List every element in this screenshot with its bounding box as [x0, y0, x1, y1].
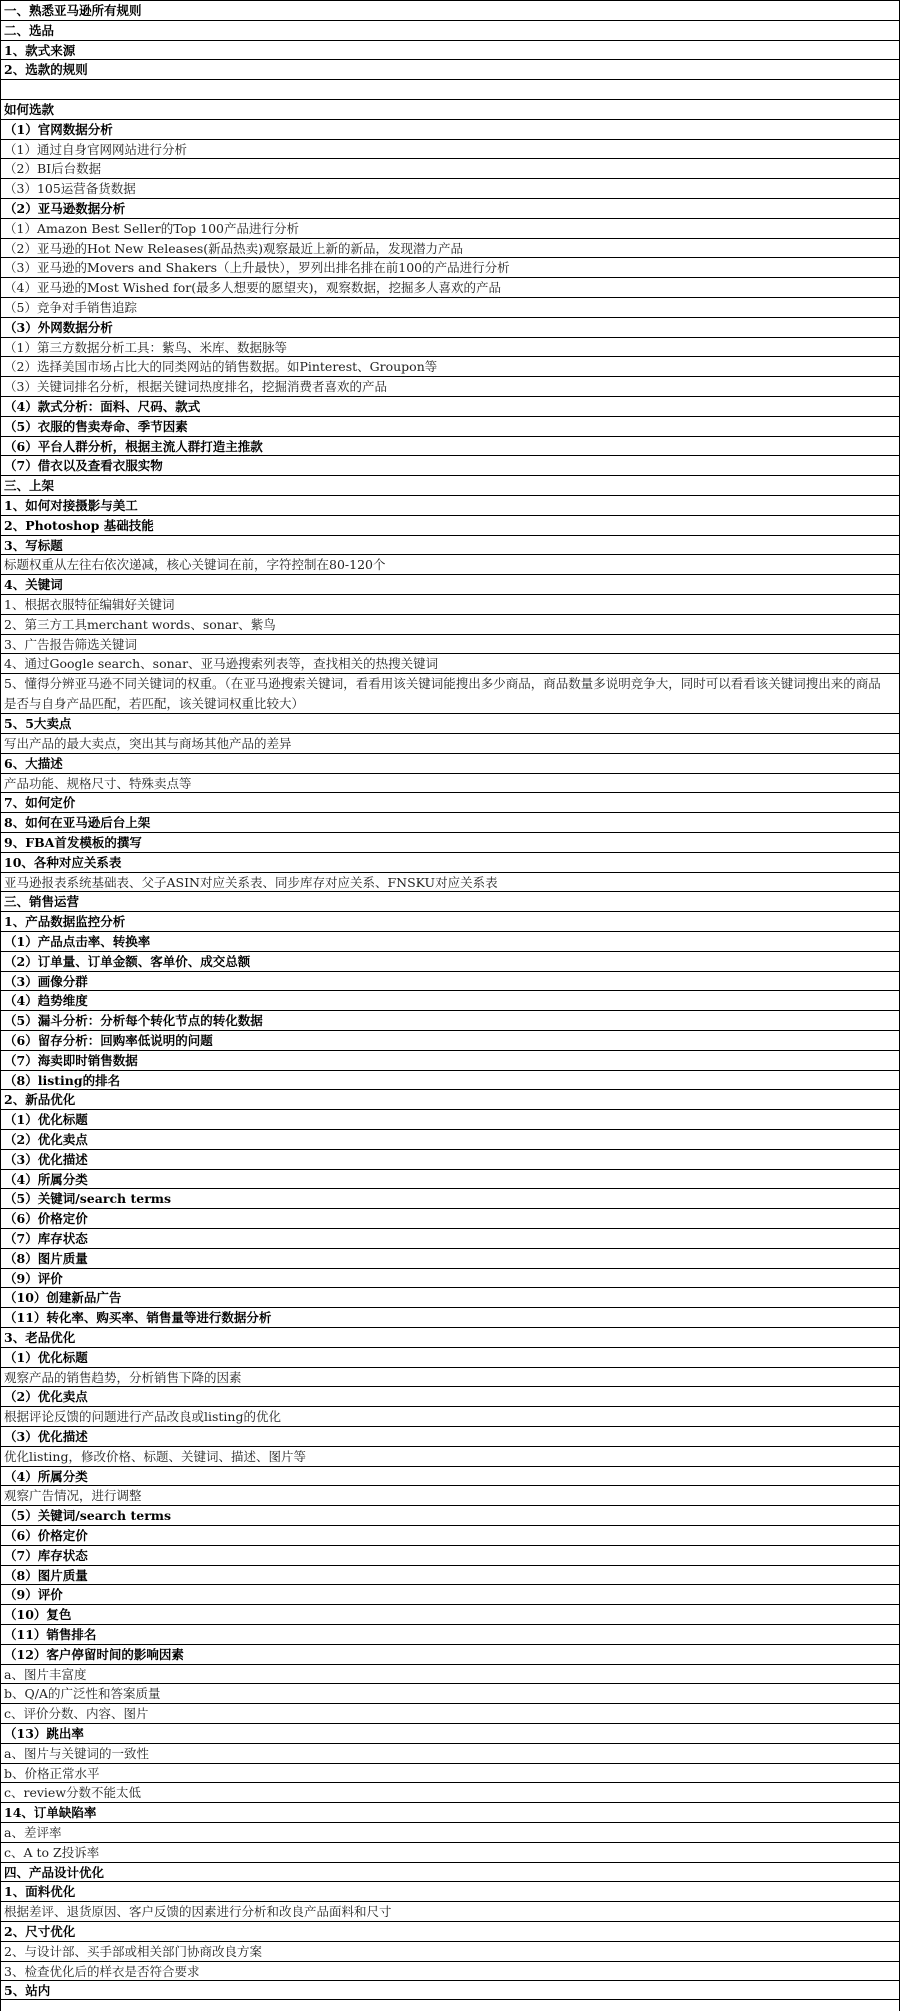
table-cell[interactable]: （3）优化描述: [4, 1151, 88, 1167]
table-row[interactable]: [1, 297, 899, 317]
table-row[interactable]: [1, 990, 899, 1010]
table-cell[interactable]: c、评价分数、内容、图片: [4, 1706, 149, 1722]
table-cell[interactable]: 9、FBA首发模板的撰写: [4, 835, 142, 850]
table-row[interactable]: [1, 852, 899, 872]
table-row[interactable]: [1, 158, 899, 178]
table-cell[interactable]: （6）平台人群分析，根据主流人群打造主推款: [4, 438, 263, 454]
table-row[interactable]: [1, 535, 899, 555]
table-row[interactable]: [1, 971, 899, 991]
table-cell[interactable]: 1、款式来源: [4, 42, 76, 58]
table-row[interactable]: [1, 1466, 899, 1486]
table-row[interactable]: [1, 872, 899, 892]
table-cell[interactable]: 1、如何对接摄影与美工: [4, 498, 138, 513]
table-cell[interactable]: 7、如何定价: [4, 795, 76, 811]
table-cell[interactable]: 2、与设计部、买手部或相关部门协商改良方案: [4, 1943, 262, 1959]
table-cell[interactable]: 写出产品的最大卖点，突出其与商场其他产品的差异: [4, 736, 292, 751]
table-cell[interactable]: （5）关键词/search terms: [4, 1508, 172, 1524]
table-cell[interactable]: 4、关键词: [4, 577, 63, 593]
table-row[interactable]: [1, 59, 899, 79]
table-row[interactable]: [1, 1703, 899, 1723]
table-cell[interactable]: 1、产品数据监控分析: [4, 914, 126, 930]
table-cell[interactable]: （8）listing的排名: [4, 1072, 121, 1088]
table-row[interactable]: [1, 277, 899, 297]
table-row[interactable]: [1, 238, 899, 258]
table-cell[interactable]: 观察产品的销售趋势，分析销售下降的因素: [4, 1369, 242, 1385]
table-cell[interactable]: 5、懂得分辨亚马逊不同关键词的权重。（在亚马逊搜索关键词，看看用该关键词能搜出多少商品，商品数量多说明竞争大，同时可以看看该关键词搜出来的商品是否与自身产品匹配，若匹配，该关键词权重比较大）: [4, 676, 881, 712]
table-row[interactable]: [1, 1268, 899, 1288]
table-row[interactable]: [1, 198, 899, 218]
table-row[interactable]: [1, 0, 899, 20]
table-row[interactable]: [1, 218, 899, 238]
table-cell[interactable]: （2）选择美国市场占比大的同类网站的销售数据。如Pinterest、Groupon等: [4, 359, 438, 375]
table-row[interactable]: [1, 1842, 899, 1862]
table-cell[interactable]: 产品功能、规格尺寸、特殊卖点等: [4, 775, 192, 791]
table-row[interactable]: [1, 1604, 899, 1624]
table-cell[interactable]: （2）优化卖点: [4, 1389, 88, 1405]
table-cell[interactable]: 2、Photoshop 基础技能: [4, 517, 154, 533]
table-cell[interactable]: 5、5大卖点: [4, 716, 72, 732]
table-cell[interactable]: 8、如何在亚马逊后台上架: [4, 815, 151, 831]
table-row[interactable]: [1, 1881, 899, 1901]
table-cell[interactable]: 三、上架: [4, 478, 55, 494]
table-row[interactable]: [1, 495, 899, 515]
table-row[interactable]: [1, 1050, 899, 1070]
table-row[interactable]: [1, 1406, 899, 1426]
table-row[interactable]: [1, 1446, 899, 1466]
table-cell[interactable]: 10、各种对应关系表: [4, 854, 122, 870]
table-row[interactable]: [1, 40, 899, 60]
table-cell[interactable]: a、图片与关键词的一致性: [4, 1745, 149, 1761]
table-row[interactable]: [1, 1228, 899, 1248]
table-row[interactable]: [1, 1723, 899, 1743]
table-row[interactable]: [1, 1426, 899, 1446]
table-row[interactable]: [1, 1644, 899, 1664]
table-cell[interactable]: （5）关键词/search terms: [4, 1191, 172, 1207]
table-row[interactable]: [1, 1782, 899, 1802]
table-row[interactable]: [1, 1129, 899, 1149]
table-cell[interactable]: （6）价格定价: [4, 1211, 88, 1227]
table-row[interactable]: [1, 139, 899, 159]
table-row[interactable]: [1, 911, 899, 931]
table-cell[interactable]: （2）订单量、订单金额、客单价、成交总额: [4, 953, 251, 969]
table-cell[interactable]: （10）创建新品广告: [4, 1290, 122, 1306]
table-cell[interactable]: 观察广告情况，进行调整: [4, 1488, 142, 1504]
table-row[interactable]: [1, 812, 899, 832]
table-cell[interactable]: 如何选款: [4, 102, 55, 117]
table-cell[interactable]: 3、检查优化后的样衣是否符合要求: [4, 1963, 200, 1979]
table-cell[interactable]: （4）所属分类: [4, 1171, 88, 1187]
table-row[interactable]: [1, 713, 899, 733]
table-row[interactable]: [1, 475, 899, 495]
table-row[interactable]: [1, 1862, 899, 1882]
table-cell[interactable]: c、review分数不能太低: [4, 1785, 142, 1801]
table-cell[interactable]: 6、大描述: [4, 755, 63, 771]
table-cell[interactable]: 5、站内: [4, 1983, 51, 1999]
table-cell[interactable]: （2）BI后台数据: [4, 161, 102, 177]
table-row[interactable]: [1, 455, 899, 475]
table-row[interactable]: [1, 515, 899, 535]
table-row[interactable]: [1, 1307, 899, 1327]
table-row[interactable]: [1, 1485, 899, 1505]
table-cell[interactable]: 2、第三方工具merchant words、sonar、紫鸟: [4, 616, 276, 632]
table-row[interactable]: [1, 1030, 899, 1050]
table-cell[interactable]: （3）关键词排名分析，根据关键词热度排名，挖掘消费者喜欢的产品: [4, 379, 387, 395]
table-cell[interactable]: （1）官网数据分析: [4, 121, 113, 137]
table-row[interactable]: [1, 1208, 899, 1228]
table-cell[interactable]: （9）评价: [4, 1587, 63, 1603]
table-row[interactable]: [1, 1505, 899, 1525]
table-cell[interactable]: （1）第三方数据分析工具：紫鸟、米库、数据脉等: [4, 339, 287, 355]
table-row[interactable]: [1, 1624, 899, 1644]
table-cell[interactable]: （11）转化率、购买率、销售量等进行数据分析: [4, 1310, 272, 1326]
table-cell[interactable]: b、价格正常水平: [4, 1765, 100, 1781]
table-cell[interactable]: 标题权重从左往右依次递减，核心关键词在前，字符控制在80-120个: [4, 557, 386, 573]
table-cell[interactable]: （9）评价: [4, 1270, 63, 1286]
table-row[interactable]: [1, 1921, 899, 1941]
table-cell[interactable]: （3）画像分群: [4, 973, 88, 989]
table-row[interactable]: [1, 1802, 899, 1822]
table-row[interactable]: [1, 574, 899, 594]
table-row[interactable]: [1, 1525, 899, 1545]
table-cell[interactable]: 四、产品设计优化: [4, 1864, 105, 1880]
table-cell[interactable]: （5）衣服的售卖寿命、季节因素: [4, 418, 188, 434]
table-cell[interactable]: （3）亚马逊的Movers and Shakers（上升最快），罗列出排名排在前100的产品进行分析: [4, 260, 510, 276]
table-row[interactable]: [1, 416, 899, 436]
table-row[interactable]: [1, 951, 899, 971]
table-cell[interactable]: （8）图片质量: [4, 1567, 88, 1583]
table-row[interactable]: [1, 653, 899, 673]
table-row[interactable]: [1, 1248, 899, 1268]
table-cell[interactable]: 14、订单缺陷率: [4, 1805, 97, 1821]
table-cell[interactable]: c、A to Z投诉率: [4, 1844, 100, 1860]
table-cell[interactable]: （5）漏斗分析：分析每个转化节点的转化数据: [4, 1013, 263, 1029]
table-cell[interactable]: （1）优化标题: [4, 1349, 88, 1365]
table-row[interactable]: [1, 1070, 899, 1090]
table-cell[interactable]: （2）亚马逊的Hot New Releases(新品热卖)观察最近上新的新品，发现潜力产品: [4, 240, 464, 256]
table-row[interactable]: [1, 1149, 899, 1169]
table-cell[interactable]: 优化listing，修改价格、标题、关键词、描述、图片等: [4, 1448, 306, 1464]
table-cell[interactable]: （1）优化标题: [4, 1112, 88, 1128]
table-row[interactable]: [1, 1664, 899, 1684]
table-cell[interactable]: （6）留存分析：回购率低说明的问题: [4, 1033, 213, 1048]
table-row[interactable]: [1, 317, 899, 337]
table-row[interactable]: [1, 1822, 899, 1842]
table-row[interactable]: [1, 178, 899, 198]
table-cell[interactable]: 1、根据衣服特征编辑好关键词: [4, 597, 175, 612]
table-cell[interactable]: （7）库存状态: [4, 1231, 88, 1246]
table-cell[interactable]: 三、销售运营: [4, 894, 80, 910]
table-row[interactable]: [1, 376, 899, 396]
table-row[interactable]: [1, 1901, 899, 1921]
table-cell[interactable]: b、Q/A的广泛性和答案质量: [4, 1686, 161, 1702]
table-row[interactable]: [1, 931, 899, 951]
table-row[interactable]: [1, 1743, 899, 1763]
table-row[interactable]: [1, 1367, 899, 1387]
table-cell[interactable]: （7）海卖即时销售数据: [4, 1052, 138, 1068]
table-row[interactable]: [1, 79, 899, 99]
table-cell[interactable]: 2、选款的规则: [4, 62, 88, 78]
table-row[interactable]: [1, 119, 899, 139]
table-cell[interactable]: 2、尺寸优化: [4, 1924, 76, 1939]
table-cell[interactable]: （2）优化卖点: [4, 1132, 88, 1147]
table-row[interactable]: [1, 832, 899, 852]
table-row[interactable]: [1, 1683, 899, 1703]
table-row[interactable]: [1, 1941, 899, 1961]
table-row[interactable]: [1, 257, 899, 277]
table-row[interactable]: [1, 1188, 899, 1208]
table-row[interactable]: [1, 594, 899, 614]
table-cell[interactable]: a、差评率: [4, 1825, 62, 1840]
table-row[interactable]: [1, 1089, 899, 1109]
table-row[interactable]: [1, 1109, 899, 1129]
table-cell[interactable]: （12）客户停留时间的影响因素: [4, 1646, 184, 1662]
table-row[interactable]: [1, 1584, 899, 1604]
table-cell[interactable]: a、图片丰富度: [4, 1666, 87, 1682]
table-cell[interactable]: 3、写标题: [4, 537, 63, 553]
table-row[interactable]: [1, 1327, 899, 1347]
table-cell[interactable]: （3）优化描述: [4, 1429, 88, 1444]
table-row[interactable]: [1, 1169, 899, 1189]
table-row[interactable]: [1, 634, 899, 654]
table-row[interactable]: [1, 1010, 899, 1030]
table-cell[interactable]: （2）亚马逊数据分析: [4, 201, 126, 216]
table-cell[interactable]: （4）亚马逊的Most Wished for(最多人想要的愿望夹)，观察数据，挖掘多人喜欢的产品: [4, 280, 502, 296]
table-cell[interactable]: （5）竞争对手销售追踪: [4, 300, 137, 315]
table-cell[interactable]: 3、老品优化: [4, 1330, 76, 1345]
table-row[interactable]: [1, 1386, 899, 1406]
table-cell[interactable]: （11）销售排名: [4, 1627, 97, 1642]
table-row[interactable]: [1, 1287, 899, 1307]
table-cell[interactable]: 1、面料优化: [4, 1884, 76, 1900]
table-row[interactable]: [1, 773, 899, 793]
table-cell[interactable]: （10）复色: [4, 1607, 72, 1623]
table-cell[interactable]: 3、广告报告筛选关键词: [4, 636, 137, 652]
table-row[interactable]: [1, 733, 899, 753]
table-row[interactable]: [1, 337, 899, 357]
table-row[interactable]: [1, 554, 899, 574]
table-row[interactable]: [1, 396, 899, 416]
table-row[interactable]: [1, 20, 899, 40]
table-cell[interactable]: （4）款式分析：面料、尺码、款式: [4, 399, 201, 414]
table-cell[interactable]: 根据评论反馈的问题进行产品改良或listing的优化: [4, 1409, 281, 1425]
table-row[interactable]: [1, 753, 899, 773]
table-cell[interactable]: （4）所属分类: [4, 1468, 88, 1484]
table-cell[interactable]: （1）产品点击率、转换率: [4, 934, 151, 949]
table-cell[interactable]: （13）跳出率: [4, 1726, 84, 1741]
table-cell[interactable]: （8）图片质量: [4, 1250, 88, 1266]
table-cell[interactable]: 二、选品: [4, 22, 55, 38]
table-cell[interactable]: 4、通过Google search、sonar、亚马逊搜索列表等，查找相关的热搜关键词: [4, 656, 439, 672]
table-row[interactable]: [1, 1565, 899, 1585]
table-row[interactable]: [1, 436, 899, 456]
table-cell[interactable]: （7）借衣以及查看衣服实物: [4, 458, 163, 474]
table-row[interactable]: [1, 1347, 899, 1367]
table-row[interactable]: [1, 792, 899, 812]
table-row[interactable]: [1, 1545, 899, 1565]
table-row[interactable]: [1, 891, 899, 911]
table-cell[interactable]: （3）外网数据分析: [4, 319, 113, 335]
table-cell[interactable]: （7）库存状态: [4, 1547, 88, 1563]
table-row[interactable]: [1, 1980, 899, 2000]
table-cell[interactable]: 根据差评、退货原因、客户反馈的因素进行分析和改良产品面料和尺寸: [4, 1904, 392, 1920]
table-cell[interactable]: （1）Amazon Best Seller的Top 100产品进行分析: [4, 220, 299, 236]
table-cell[interactable]: 2、新品优化: [4, 1092, 76, 1108]
table-cell[interactable]: （4）趋势维度: [4, 993, 88, 1009]
table-cell[interactable]: 一、熟悉亚马逊所有规则: [4, 3, 142, 18]
table-row[interactable]: [1, 99, 899, 119]
table-row[interactable]: [1, 356, 899, 376]
table-row[interactable]: [1, 614, 899, 634]
table-cell[interactable]: （3）105运营备货数据: [4, 181, 136, 197]
table-cell[interactable]: 亚马逊报表系统基础表、父子ASIN对应关系表、同步库存对应关系、FNSKU对应关系表: [4, 874, 498, 890]
table-row[interactable]: [1, 1961, 899, 1981]
table-row[interactable]: [1, 1763, 899, 1783]
table-cell[interactable]: （6）价格定价: [4, 1528, 88, 1543]
table-row[interactable]: [1, 673, 899, 713]
table-cell[interactable]: （1）通过自身官网网站进行分析: [4, 141, 187, 157]
